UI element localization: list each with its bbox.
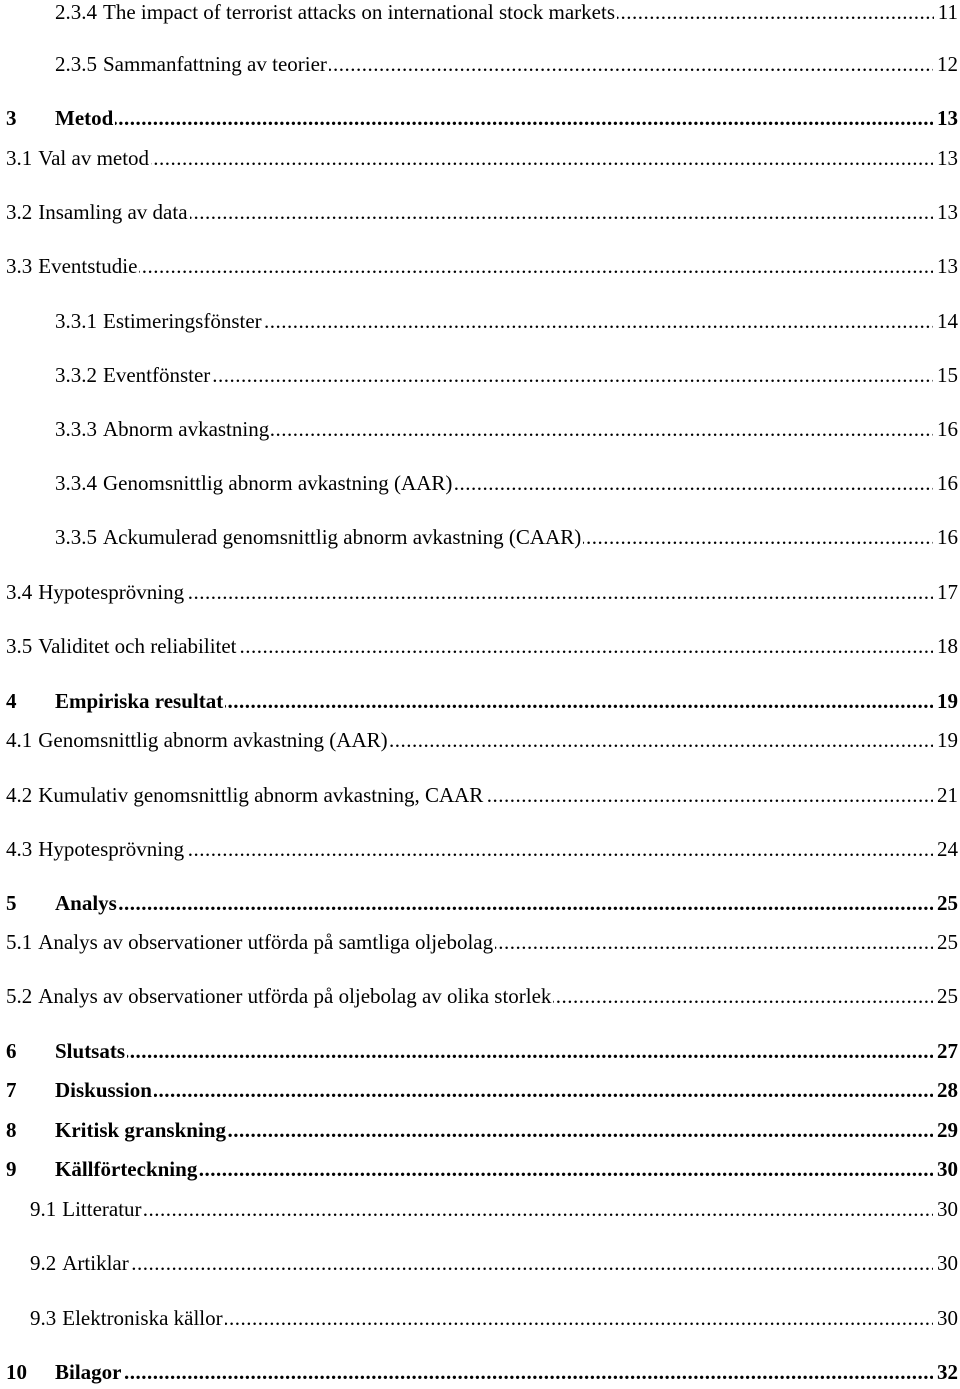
toc-entry-number: 4.3 [6, 837, 33, 861]
toc-entry-title: Hypotesprövning ..... [38, 834, 933, 864]
toc-entry-page-number: 12 [935, 49, 958, 79]
toc-entry-page-number: 30 [935, 1303, 958, 1333]
toc-entry-number: 3.3.1 [55, 309, 97, 333]
toc-entry-page-number: 16 [935, 522, 958, 552]
toc-entry-number: 3.3.4 [55, 471, 97, 495]
toc-entry[interactable] [0, 927, 960, 957]
toc-entry-page-number: 19 [935, 725, 958, 755]
toc-entry[interactable] [0, 1357, 960, 1387]
toc-entry-title: Bilagor ..... [55, 1357, 933, 1387]
toc-entry[interactable] [0, 1154, 960, 1184]
toc-entry[interactable] [0, 780, 960, 810]
toc-entry-title: Analys av observationer utförda på samtliga oljebolag ..... [38, 927, 933, 957]
toc-entry-title: Kumulativ genomsnittlig abnorm avkastning, CAAR ..... [38, 780, 933, 810]
toc-entry-page-number: 13 [935, 143, 958, 173]
toc-entry-page-number: 30 [935, 1194, 958, 1224]
toc-entry-number: 5.2 [6, 984, 33, 1008]
toc-entry-page-number: 19 [935, 686, 958, 716]
toc-entry-page-number: 13 [935, 251, 958, 281]
toc-entry-number: 3.3.5 [55, 525, 97, 549]
toc-entry-number: 9.1 [30, 1197, 57, 1221]
toc-entry-title: Eventstudie ..... [38, 251, 933, 281]
toc-entry-page-number: 29 [935, 1115, 958, 1145]
toc-entry-number: 5 [6, 891, 17, 915]
toc-entry-page-number: 13 [935, 103, 958, 133]
toc-entry-number: 6 [6, 1039, 17, 1063]
toc-entry-title: Analys ..... [55, 888, 933, 918]
toc-entry-title: Artiklar ..... [62, 1248, 933, 1278]
toc-entry-page-number: 14 [935, 306, 958, 336]
toc-entry-page-number: 32 [935, 1357, 958, 1387]
toc-entry[interactable] [0, 414, 960, 444]
toc-entry[interactable] [0, 981, 960, 1011]
toc-entry-page-number: 30 [935, 1248, 958, 1278]
toc-entry-page-number: 16 [935, 414, 958, 444]
toc-entry-number: 7 [6, 1078, 17, 1102]
toc-entry-number: 10 [6, 1360, 27, 1384]
toc-entry-title: Validitet och reliabilitet ..... [38, 631, 933, 661]
toc-entry[interactable] [0, 197, 960, 227]
toc-entry-title: Estimeringsfönster ..... [103, 306, 933, 336]
toc-entry-title: Hypotesprövning ..... [38, 577, 933, 607]
toc-entry-number: 5.1 [6, 930, 33, 954]
toc-entry-page-number: 18 [935, 631, 958, 661]
toc-entry-page-number: 25 [935, 981, 958, 1011]
toc-entry-number: 9.3 [30, 1306, 57, 1330]
toc-entry[interactable] [0, 1036, 960, 1066]
toc-entry-number: 3.3.3 [55, 417, 97, 441]
toc-entry-number: 3.4 [6, 580, 33, 604]
toc-entry[interactable] [0, 834, 960, 864]
toc-entry-page-number: 25 [935, 927, 958, 957]
toc-entry[interactable] [0, 251, 960, 281]
toc-entry-number: 3 [6, 106, 17, 130]
toc-entry[interactable] [0, 725, 960, 755]
toc-entry-page-number: 17 [935, 577, 958, 607]
toc-entry-page-number: 16 [935, 468, 958, 498]
toc-entry-title: Litteratur ..... [62, 1194, 933, 1224]
toc-entry-page-number: 25 [935, 888, 958, 918]
toc-entry-number: 3.3.2 [55, 363, 97, 387]
toc-entry[interactable] [0, 631, 960, 661]
toc-entry-number: 4.2 [6, 783, 33, 807]
toc-entry-number: 2.3.4 [55, 0, 97, 24]
toc-entry[interactable] [0, 522, 960, 552]
toc-entry-number: 3.1 [6, 146, 33, 170]
toc-entry[interactable] [0, 1194, 960, 1224]
toc-entry-number: 8 [6, 1118, 17, 1142]
toc-entry-title: Genomsnittlig abnorm avkastning (AAR) ..... [103, 468, 933, 498]
toc-entry[interactable] [0, 360, 960, 390]
toc-entry-title: Kritisk granskning ..... [55, 1115, 933, 1145]
toc-entry[interactable] [0, 888, 960, 918]
toc-entry-page-number: 13 [935, 197, 958, 227]
toc-entry-page-number: 15 [935, 360, 958, 390]
toc-entry[interactable] [0, 143, 960, 173]
toc-entry-page-number: 11 [936, 0, 958, 27]
toc-entry[interactable] [0, 1115, 960, 1145]
toc-entry-title: Abnorm avkastning ..... [103, 414, 933, 444]
toc-entry-title: Ackumulerad genomsnittlig abnorm avkastning (CAAR) ..... [103, 522, 933, 552]
toc-entry-title: Källförteckning ..... [55, 1154, 933, 1184]
toc-entry-number: 9 [6, 1157, 17, 1181]
toc-entry-page-number: 21 [935, 780, 958, 810]
toc-entry-title: Genomsnittlig abnorm avkastning (AAR) ..... [38, 725, 933, 755]
toc-entry-page-number: 28 [935, 1075, 958, 1105]
toc-entry[interactable] [0, 306, 960, 336]
toc-entry-title: Diskussion ..... [55, 1075, 933, 1105]
toc-entry-number: 2.3.5 [55, 52, 97, 76]
toc-entry-title: Empiriska resultat ..... [55, 686, 933, 716]
toc-entry-number: 9.2 [30, 1251, 57, 1275]
toc-entry-title: Elektroniska källor ..... [62, 1303, 933, 1333]
toc-entry-number: 4 [6, 689, 17, 713]
toc-entry-title: Insamling av data ..... [38, 197, 933, 227]
toc-entry-number: 3.2 [6, 200, 33, 224]
toc-entry[interactable] [0, 49, 960, 79]
toc-entry-number: 4.1 [6, 728, 33, 752]
toc-entry-title: Metod ..... [55, 103, 933, 133]
toc-entry[interactable] [0, 686, 960, 716]
toc-entry[interactable] [0, 468, 960, 498]
toc-entry-title: Eventfönster ..... [103, 360, 933, 390]
toc-entry-title: Analys av observationer utförda på oljebolag av olika storlek ..... [38, 981, 933, 1011]
toc-entry-title: The impact of terrorist attacks on international stock markets ..... [103, 0, 934, 27]
toc-entry-title: Val av metod ..... [38, 143, 933, 173]
toc-entry[interactable] [0, 1248, 960, 1278]
toc-entry-page-number: 27 [935, 1036, 958, 1066]
toc-entry[interactable] [0, 1075, 960, 1105]
toc-entry-title: Sammanfattning av teorier ..... [103, 49, 933, 79]
toc-entry[interactable] [0, 0, 960, 27]
toc-entry-number: 3.5 [6, 634, 33, 658]
toc-entry[interactable] [0, 1303, 960, 1333]
toc-entry-page-number: 24 [935, 834, 958, 864]
toc-entry[interactable] [0, 577, 960, 607]
toc-entry-number: 3.3 [6, 254, 33, 278]
toc-entry-page-number: 30 [935, 1154, 958, 1184]
toc-entry-title: Slutsats ..... [55, 1036, 933, 1066]
toc-entry[interactable] [0, 103, 960, 133]
